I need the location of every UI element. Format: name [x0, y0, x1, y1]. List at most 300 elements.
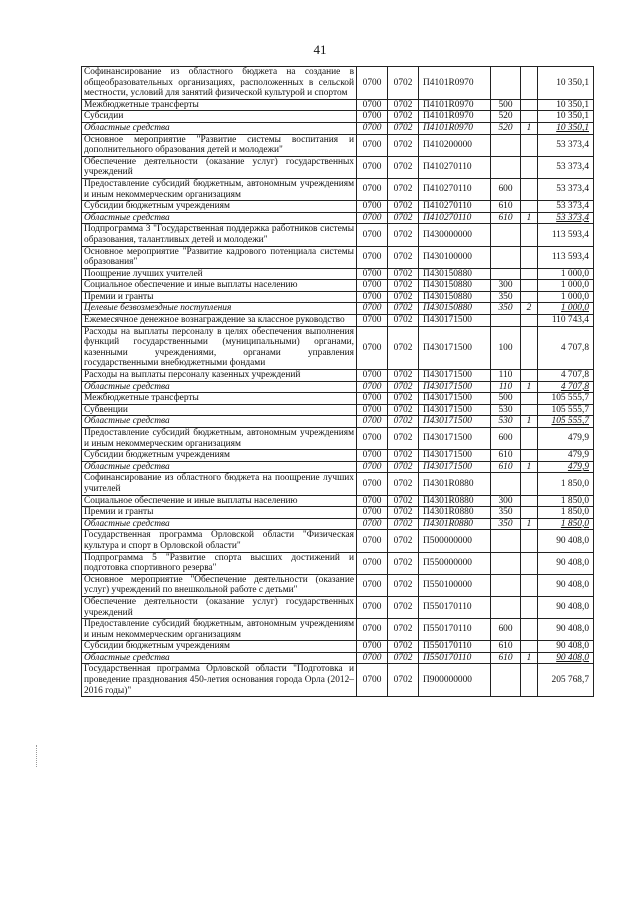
- row-expense-type: 600: [491, 619, 521, 641]
- row-subsection: 0702: [388, 156, 419, 178]
- row-target-article: П430171500: [419, 370, 491, 382]
- row-amount: 90 408,0: [538, 530, 594, 552]
- row-funding-source: [521, 574, 538, 596]
- row-target-article: П4101R0970: [419, 122, 491, 134]
- row-target-article: П430171500: [419, 381, 491, 393]
- row-funding-source: 2: [521, 303, 538, 315]
- row-expense-type: [491, 574, 521, 596]
- row-amount: 479,9: [538, 461, 594, 473]
- row-section: 0700: [357, 652, 388, 664]
- row-subsection: 0702: [388, 280, 419, 292]
- row-target-article: П4301R0880: [419, 518, 491, 530]
- row-subsection: 0702: [388, 450, 419, 462]
- row-section: 0700: [357, 393, 388, 405]
- row-name: Поощрение лучших учителей: [82, 268, 357, 280]
- row-name: Подпрограмма 3 "Государственная поддержка работников системы образования, талантливых детей и молодежи": [82, 224, 357, 246]
- row-amount: 105 555,7: [538, 393, 594, 405]
- row-name: Расходы на выплаты персоналу в целях обеспечения выполнения функций государственными (муниципальными) органами, казенными учреждениями, органами управления государственными внебюджетными фондами: [82, 326, 357, 369]
- row-subsection: 0702: [388, 381, 419, 393]
- row-funding-source: [521, 473, 538, 495]
- budget-table-body: [82, 67, 594, 697]
- row-subsection: 0702: [388, 393, 419, 405]
- row-subsection: 0702: [388, 99, 419, 111]
- table-row: [82, 224, 594, 246]
- table-row: [82, 652, 594, 664]
- row-amount: 4 707,8: [538, 370, 594, 382]
- row-amount: 53 373,4: [538, 212, 594, 224]
- row-name: Областные средства: [82, 212, 357, 224]
- row-section: 0700: [357, 156, 388, 178]
- row-amount: 10 350,1: [538, 99, 594, 111]
- row-section: 0700: [357, 495, 388, 507]
- row-funding-source: [521, 641, 538, 653]
- row-name: Областные средства: [82, 652, 357, 664]
- row-expense-type: [491, 224, 521, 246]
- row-amount: 105 555,7: [538, 404, 594, 416]
- table-row: [82, 201, 594, 213]
- row-amount: 1 000,0: [538, 303, 594, 315]
- row-target-article: П4301R0880: [419, 507, 491, 519]
- row-expense-type: 110: [491, 381, 521, 393]
- table-row: [82, 552, 594, 574]
- row-funding-source: [521, 507, 538, 519]
- row-amount: 90 408,0: [538, 641, 594, 653]
- row-subsection: 0702: [388, 652, 419, 664]
- table-row: [82, 664, 594, 697]
- row-funding-source: [521, 393, 538, 405]
- page-number: 41: [313, 42, 327, 57]
- row-funding-source: [521, 530, 538, 552]
- row-expense-type: [491, 596, 521, 618]
- row-expense-type: 600: [491, 428, 521, 450]
- table-row: [82, 495, 594, 507]
- row-section: 0700: [357, 212, 388, 224]
- row-section: 0700: [357, 574, 388, 596]
- table-row: [82, 404, 594, 416]
- row-funding-source: [521, 450, 538, 462]
- table-row: [82, 67, 594, 100]
- row-target-article: П550170110: [419, 641, 491, 653]
- table-row: [82, 315, 594, 327]
- row-subsection: 0702: [388, 370, 419, 382]
- row-name: Предоставление субсидий бюджетным, автономным учреждениям и иным некоммерческим организациям: [82, 619, 357, 641]
- row-funding-source: 1: [521, 416, 538, 428]
- row-subsection: 0702: [388, 67, 419, 100]
- row-expense-type: [491, 552, 521, 574]
- row-funding-source: [521, 268, 538, 280]
- row-name: Областные средства: [82, 461, 357, 473]
- table-row: [82, 530, 594, 552]
- row-subsection: 0702: [388, 664, 419, 697]
- table-row: [82, 574, 594, 596]
- row-section: 0700: [357, 122, 388, 134]
- table-row: [82, 393, 594, 405]
- row-section: 0700: [357, 326, 388, 369]
- row-subsection: 0702: [388, 111, 419, 123]
- row-section: 0700: [357, 381, 388, 393]
- row-subsection: 0702: [388, 518, 419, 530]
- table-row: [82, 461, 594, 473]
- row-section: 0700: [357, 201, 388, 213]
- row-name: Государственная программа Орловской области "Подготовка и проведение празднования 450-летия основания города Орла (2012–2016 годы)": [82, 664, 357, 697]
- row-section: 0700: [357, 518, 388, 530]
- row-section: 0700: [357, 111, 388, 123]
- row-target-article: П430171500: [419, 404, 491, 416]
- row-name: Предоставление субсидий бюджетным, автономным учреждениям и иным некоммерческим организациям: [82, 428, 357, 450]
- row-section: 0700: [357, 246, 388, 268]
- row-section: 0700: [357, 428, 388, 450]
- row-amount: 113 593,4: [538, 246, 594, 268]
- row-expense-type: [491, 473, 521, 495]
- row-expense-type: [491, 156, 521, 178]
- row-funding-source: [521, 495, 538, 507]
- row-subsection: 0702: [388, 574, 419, 596]
- row-name: Межбюджетные трансферты: [82, 393, 357, 405]
- table-row: [82, 280, 594, 292]
- row-funding-source: [521, 291, 538, 303]
- row-section: 0700: [357, 370, 388, 382]
- row-target-article: П410270110: [419, 212, 491, 224]
- row-target-article: П430150880: [419, 268, 491, 280]
- row-subsection: 0702: [388, 201, 419, 213]
- row-target-article: П430171500: [419, 393, 491, 405]
- row-subsection: 0702: [388, 246, 419, 268]
- row-expense-type: 610: [491, 461, 521, 473]
- row-target-article: П430171500: [419, 326, 491, 369]
- row-name: Межбюджетные трансферты: [82, 99, 357, 111]
- table-row: [82, 291, 594, 303]
- row-amount: 10 350,1: [538, 67, 594, 100]
- row-amount: 110 743,4: [538, 315, 594, 327]
- row-name: Расходы на выплаты персоналу казенных учреждений: [82, 370, 357, 382]
- row-funding-source: [521, 201, 538, 213]
- row-amount: 1 850,0: [538, 507, 594, 519]
- row-subsection: 0702: [388, 134, 419, 156]
- row-target-article: П430150880: [419, 303, 491, 315]
- row-amount: 1 000,0: [538, 280, 594, 292]
- row-name: Софинансирование из областного бюджета на создание в общеобразовательных организациях, расположенных в сельской местности, условий для занятий физической культурой и спортом: [82, 67, 357, 100]
- row-funding-source: [521, 280, 538, 292]
- table-row: [82, 156, 594, 178]
- row-section: 0700: [357, 596, 388, 618]
- row-expense-type: 110: [491, 370, 521, 382]
- row-target-article: П4301R0880: [419, 495, 491, 507]
- row-target-article: П430100000: [419, 246, 491, 268]
- row-expense-type: 610: [491, 652, 521, 664]
- row-expense-type: 610: [491, 201, 521, 213]
- row-target-article: П430150880: [419, 280, 491, 292]
- row-expense-type: [491, 246, 521, 268]
- row-expense-type: [491, 268, 521, 280]
- table-row: [82, 111, 594, 123]
- table-row: [82, 428, 594, 450]
- row-amount: 1 850,0: [538, 473, 594, 495]
- row-subsection: 0702: [388, 507, 419, 519]
- row-amount: 10 350,1: [538, 111, 594, 123]
- row-amount: 53 373,4: [538, 201, 594, 213]
- row-target-article: П4301R0880: [419, 473, 491, 495]
- budget-table: [81, 66, 594, 697]
- row-amount: 90 408,0: [538, 652, 594, 664]
- row-section: 0700: [357, 134, 388, 156]
- row-amount: 1 000,0: [538, 291, 594, 303]
- row-expense-type: 300: [491, 280, 521, 292]
- row-section: 0700: [357, 268, 388, 280]
- row-expense-type: 610: [491, 212, 521, 224]
- row-section: 0700: [357, 315, 388, 327]
- table-row: [82, 381, 594, 393]
- row-funding-source: [521, 552, 538, 574]
- margin-mark: [36, 745, 38, 767]
- table-row: [82, 370, 594, 382]
- row-amount: 90 408,0: [538, 574, 594, 596]
- row-expense-type: [491, 664, 521, 697]
- row-amount: 113 593,4: [538, 224, 594, 246]
- table-row: [82, 518, 594, 530]
- row-amount: 105 555,7: [538, 416, 594, 428]
- row-funding-source: [521, 246, 538, 268]
- row-section: 0700: [357, 552, 388, 574]
- row-section: 0700: [357, 280, 388, 292]
- row-name: Премии и гранты: [82, 291, 357, 303]
- row-funding-source: [521, 67, 538, 100]
- row-subsection: 0702: [388, 291, 419, 303]
- row-target-article: П430171500: [419, 416, 491, 428]
- row-name: Областные средства: [82, 122, 357, 134]
- row-expense-type: 530: [491, 404, 521, 416]
- row-target-article: П430171500: [419, 450, 491, 462]
- row-expense-type: [491, 134, 521, 156]
- table-row: [82, 326, 594, 369]
- row-funding-source: [521, 224, 538, 246]
- row-section: 0700: [357, 67, 388, 100]
- row-amount: 479,9: [538, 450, 594, 462]
- row-name: Основное мероприятие "Развитие системы воспитания и дополнительного образования детей и молодежи": [82, 134, 357, 156]
- row-expense-type: 350: [491, 518, 521, 530]
- row-amount: 1 850,0: [538, 518, 594, 530]
- row-subsection: 0702: [388, 641, 419, 653]
- row-amount: 90 408,0: [538, 552, 594, 574]
- row-expense-type: 530: [491, 416, 521, 428]
- row-subsection: 0702: [388, 428, 419, 450]
- row-target-article: П430171500: [419, 428, 491, 450]
- row-expense-type: [491, 315, 521, 327]
- row-name: Обеспечение деятельности (оказание услуг) государственных учреждений: [82, 156, 357, 178]
- row-target-article: П500000000: [419, 530, 491, 552]
- row-amount: 1 850,0: [538, 495, 594, 507]
- row-target-article: П430000000: [419, 224, 491, 246]
- row-subsection: 0702: [388, 416, 419, 428]
- row-funding-source: 1: [521, 461, 538, 473]
- row-subsection: 0702: [388, 404, 419, 416]
- table-row: [82, 122, 594, 134]
- row-target-article: П900000000: [419, 664, 491, 697]
- row-funding-source: 1: [521, 518, 538, 530]
- table-row: [82, 134, 594, 156]
- row-expense-type: 520: [491, 122, 521, 134]
- row-expense-type: [491, 67, 521, 100]
- row-target-article: П4101R0970: [419, 99, 491, 111]
- row-expense-type: 610: [491, 450, 521, 462]
- row-target-article: П550170110: [419, 619, 491, 641]
- row-expense-type: [491, 530, 521, 552]
- row-name: Социальное обеспечение и иные выплаты населению: [82, 495, 357, 507]
- row-target-article: П550000000: [419, 552, 491, 574]
- row-name: Субвенции: [82, 404, 357, 416]
- row-amount: 4 707,8: [538, 381, 594, 393]
- row-target-article: П550170110: [419, 652, 491, 664]
- row-expense-type: 350: [491, 507, 521, 519]
- row-expense-type: 100: [491, 326, 521, 369]
- row-funding-source: [521, 315, 538, 327]
- row-name: Обеспечение деятельности (оказание услуг) государственных учреждений: [82, 596, 357, 618]
- row-subsection: 0702: [388, 212, 419, 224]
- row-expense-type: 500: [491, 99, 521, 111]
- row-name: Софинансирование из областного бюджета на поощрение лучших учителей: [82, 473, 357, 495]
- row-expense-type: 350: [491, 291, 521, 303]
- row-subsection: 0702: [388, 619, 419, 641]
- table-row: [82, 178, 594, 200]
- row-funding-source: [521, 111, 538, 123]
- row-section: 0700: [357, 99, 388, 111]
- row-subsection: 0702: [388, 268, 419, 280]
- row-name: Областные средства: [82, 416, 357, 428]
- row-name: Подпрограмма 5 "Развитие спорта высших достижений и подготовка спортивного резерва": [82, 552, 357, 574]
- row-funding-source: [521, 619, 538, 641]
- row-target-article: П430150880: [419, 291, 491, 303]
- row-name: Областные средства: [82, 381, 357, 393]
- row-amount: 205 768,7: [538, 664, 594, 697]
- row-section: 0700: [357, 224, 388, 246]
- table-row: [82, 473, 594, 495]
- row-target-article: П4101R0970: [419, 111, 491, 123]
- row-expense-type: 350: [491, 303, 521, 315]
- row-funding-source: [521, 326, 538, 369]
- table-row: [82, 450, 594, 462]
- row-amount: 90 408,0: [538, 596, 594, 618]
- row-subsection: 0702: [388, 530, 419, 552]
- table-row: [82, 303, 594, 315]
- row-name: Социальное обеспечение и иные выплаты населению: [82, 280, 357, 292]
- table-row: [82, 596, 594, 618]
- row-section: 0700: [357, 416, 388, 428]
- row-target-article: П430171500: [419, 315, 491, 327]
- row-subsection: 0702: [388, 303, 419, 315]
- row-name: Субсидии бюджетным учреждениям: [82, 450, 357, 462]
- row-subsection: 0702: [388, 122, 419, 134]
- row-section: 0700: [357, 461, 388, 473]
- row-section: 0700: [357, 291, 388, 303]
- row-subsection: 0702: [388, 178, 419, 200]
- row-funding-source: [521, 156, 538, 178]
- row-funding-source: 1: [521, 122, 538, 134]
- row-section: 0700: [357, 404, 388, 416]
- row-section: 0700: [357, 507, 388, 519]
- row-target-article: П410270110: [419, 156, 491, 178]
- row-amount: 1 000,0: [538, 268, 594, 280]
- row-amount: 4 707,8: [538, 326, 594, 369]
- row-subsection: 0702: [388, 495, 419, 507]
- row-name: Субсидии бюджетным учреждениям: [82, 201, 357, 213]
- row-name: Ежемесячное денежное вознаграждение за классное руководство: [82, 315, 357, 327]
- row-name: Субсидии бюджетным учреждениям: [82, 641, 357, 653]
- row-funding-source: [521, 370, 538, 382]
- row-expense-type: 300: [491, 495, 521, 507]
- table-row: [82, 641, 594, 653]
- table-row: [82, 416, 594, 428]
- row-section: 0700: [357, 641, 388, 653]
- table-row: [82, 619, 594, 641]
- row-section: 0700: [357, 473, 388, 495]
- row-target-article: П410270110: [419, 178, 491, 200]
- row-funding-source: 1: [521, 212, 538, 224]
- row-funding-source: 1: [521, 652, 538, 664]
- row-expense-type: 520: [491, 111, 521, 123]
- row-subsection: 0702: [388, 326, 419, 369]
- row-name: Субсидии: [82, 111, 357, 123]
- row-subsection: 0702: [388, 224, 419, 246]
- row-name: Предоставление субсидий бюджетным, автономным учреждениям и иным некоммерческим организациям: [82, 178, 357, 200]
- row-section: 0700: [357, 303, 388, 315]
- row-funding-source: [521, 134, 538, 156]
- row-target-article: П550100000: [419, 574, 491, 596]
- row-target-article: П550170110: [419, 596, 491, 618]
- row-name: Основное мероприятие "Развитие кадрового потенциала системы образования": [82, 246, 357, 268]
- row-name: Государственная программа Орловской области "Физическая культура и спорт в Орловской области": [82, 530, 357, 552]
- row-subsection: 0702: [388, 461, 419, 473]
- row-target-article: П430171500: [419, 461, 491, 473]
- row-expense-type: 610: [491, 641, 521, 653]
- row-funding-source: [521, 99, 538, 111]
- row-name: Областные средства: [82, 518, 357, 530]
- row-subsection: 0702: [388, 552, 419, 574]
- row-amount: 479,9: [538, 428, 594, 450]
- table-row: [82, 99, 594, 111]
- row-amount: 10 350,1: [538, 122, 594, 134]
- row-section: 0700: [357, 664, 388, 697]
- row-funding-source: [521, 596, 538, 618]
- row-section: 0700: [357, 450, 388, 462]
- row-amount: 53 373,4: [538, 134, 594, 156]
- row-name: Основное мероприятие "Обеспечение деятельности (оказание услуг) учреждений по внешкольной работе с детьми": [82, 574, 357, 596]
- row-name: Премии и гранты: [82, 507, 357, 519]
- row-funding-source: [521, 664, 538, 697]
- row-name: Целевые безвозмездные поступления: [82, 303, 357, 315]
- table-row: [82, 246, 594, 268]
- row-amount: 90 408,0: [538, 619, 594, 641]
- row-subsection: 0702: [388, 596, 419, 618]
- row-subsection: 0702: [388, 315, 419, 327]
- row-expense-type: 600: [491, 178, 521, 200]
- row-amount: 53 373,4: [538, 156, 594, 178]
- row-section: 0700: [357, 178, 388, 200]
- row-funding-source: 1: [521, 381, 538, 393]
- row-amount: 53 373,4: [538, 178, 594, 200]
- row-section: 0700: [357, 619, 388, 641]
- row-funding-source: [521, 404, 538, 416]
- row-target-article: П4101R0970: [419, 67, 491, 100]
- table-row: [82, 507, 594, 519]
- row-section: 0700: [357, 530, 388, 552]
- row-target-article: П410200000: [419, 134, 491, 156]
- row-expense-type: 500: [491, 393, 521, 405]
- row-subsection: 0702: [388, 473, 419, 495]
- table-row: [82, 268, 594, 280]
- table-row: [82, 212, 594, 224]
- row-funding-source: [521, 178, 538, 200]
- row-target-article: П410270110: [419, 201, 491, 213]
- row-funding-source: [521, 428, 538, 450]
